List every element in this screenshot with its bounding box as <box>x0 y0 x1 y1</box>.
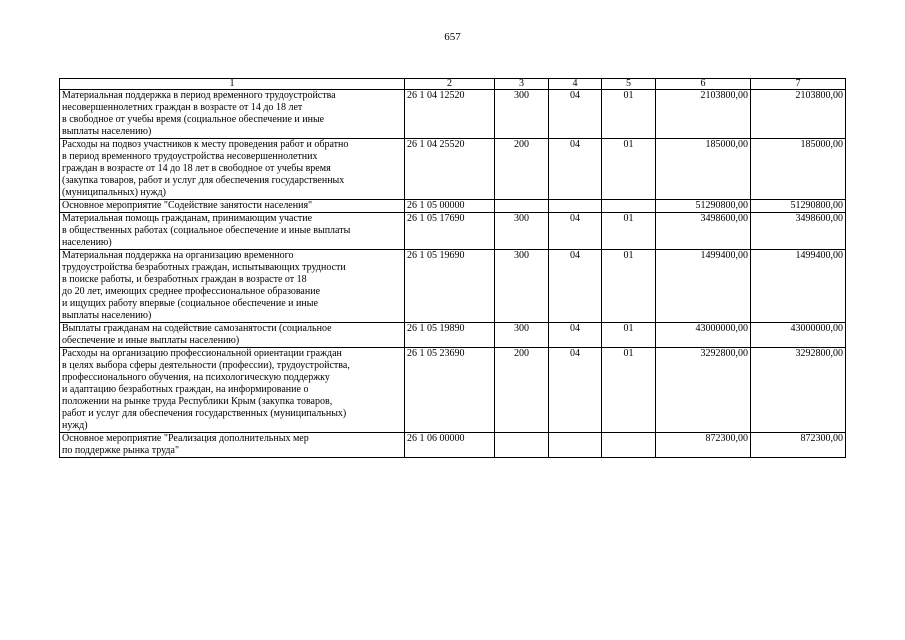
subsection-cell: 01 <box>602 90 656 139</box>
row-description <box>60 250 405 323</box>
row-description <box>60 213 405 250</box>
section-cell <box>549 200 602 213</box>
expense-type-cell: 300 <box>495 323 549 348</box>
description-line: Материальная помощь гражданам, принимающим участие <box>62 213 313 224</box>
amount-cell-7: 3498600,00 <box>751 213 846 250</box>
description-line: в поиске работы, и безработных граждан в возрасте от 18 <box>62 274 307 285</box>
description-line: положении на рынке труда Республики Крым (закупка товаров, <box>62 396 333 407</box>
amount-cell-6: 872300,00 <box>656 433 751 458</box>
column-header-2: 2 <box>405 79 495 90</box>
budget-code-cell: 26 1 05 19890 <box>405 323 495 348</box>
page-number: 657 <box>444 31 461 43</box>
amount-cell-6: 3292800,00 <box>656 348 751 433</box>
row-description <box>60 90 405 139</box>
row-description <box>60 323 405 348</box>
row-description <box>60 433 405 458</box>
column-header-5: 5 <box>602 79 656 90</box>
description-line: обеспечение и иные выплаты населению) <box>62 335 240 346</box>
description-line: Выплаты гражданам на содействие самозанятости (социальное <box>62 323 332 334</box>
description-line: в период временного трудоустройства несовершеннолетних <box>62 151 318 162</box>
description-line: нужд) <box>62 420 88 431</box>
subsection-cell: 01 <box>602 348 656 433</box>
expense-type-cell <box>495 200 549 213</box>
table-row <box>60 90 846 139</box>
column-header-6: 6 <box>656 79 751 90</box>
expense-type-cell: 300 <box>495 250 549 323</box>
description-line: (закупка товаров, работ и услуг для обеспечения государственных <box>62 175 345 186</box>
amount-cell-6: 2103800,00 <box>656 90 751 139</box>
amount-cell-6: 185000,00 <box>656 139 751 200</box>
amount-cell-6: 3498600,00 <box>656 213 751 250</box>
description-line: населению) <box>62 237 112 248</box>
amount-cell-7: 3292800,00 <box>751 348 846 433</box>
row-description <box>60 139 405 200</box>
description-line: по поддержке рынка труда" <box>62 445 180 456</box>
section-cell: 04 <box>549 139 602 200</box>
expense-type-cell <box>495 433 549 458</box>
column-header-1: 1 <box>60 79 405 90</box>
subsection-cell: 01 <box>602 213 656 250</box>
amount-cell-7: 1499400,00 <box>751 250 846 323</box>
table-row <box>60 323 846 348</box>
budget-table <box>59 78 846 458</box>
description-line: Материальная поддержка на организацию временного <box>62 250 294 261</box>
subsection-cell: 01 <box>602 250 656 323</box>
section-cell <box>549 433 602 458</box>
budget-code-cell: 26 1 05 23690 <box>405 348 495 433</box>
description-line: несовершеннолетних граждан в возрасте от 14 до 18 лет <box>62 102 303 113</box>
table-row <box>60 139 846 200</box>
table-row <box>60 433 846 458</box>
section-cell: 04 <box>549 250 602 323</box>
budget-code-cell: 26 1 06 00000 <box>405 433 495 458</box>
amount-cell-7: 872300,00 <box>751 433 846 458</box>
column-header-3: 3 <box>495 79 549 90</box>
description-line: трудоустройства безработных граждан, испытывающих трудности <box>62 262 346 273</box>
table-row <box>60 200 846 213</box>
expense-type-cell: 200 <box>495 348 549 433</box>
amount-cell-7: 43000000,00 <box>751 323 846 348</box>
subsection-cell <box>602 433 656 458</box>
description-line: выплаты населению) <box>62 126 152 137</box>
description-line: граждан в возрасте от 14 до 18 лет в свободное от учебы время <box>62 163 331 174</box>
table-row <box>60 348 846 433</box>
subsection-cell <box>602 200 656 213</box>
column-header-7: 7 <box>751 79 846 90</box>
amount-cell-6: 51290800,00 <box>656 200 751 213</box>
amount-cell-7: 51290800,00 <box>751 200 846 213</box>
description-line: в свободное от учебы время (социальное обеспечение и иные <box>62 114 325 125</box>
expense-type-cell: 300 <box>495 213 549 250</box>
row-description <box>60 348 405 433</box>
column-header-4: 4 <box>549 79 602 90</box>
section-cell: 04 <box>549 90 602 139</box>
description-line: Расходы на организацию профессиональной ориентации граждан <box>62 348 342 359</box>
expense-type-cell: 300 <box>495 90 549 139</box>
expense-type-cell: 200 <box>495 139 549 200</box>
description-line: выплаты населению) <box>62 310 152 321</box>
description-line: и ищущих работу впервые (социальное обеспечение и иные <box>62 298 318 309</box>
budget-code-cell: 26 1 04 25520 <box>405 139 495 200</box>
description-line: работ и услуг для обеспечения государственных (муниципальных) <box>62 408 347 419</box>
description-line: и адаптацию безработных граждан, на информирование о <box>62 384 309 395</box>
header-row <box>60 79 846 90</box>
description-line: в общественных работах (социальное обеспечение и иные выплаты <box>62 225 351 236</box>
description-line: профессионального обучения, на психологическую поддержку <box>62 372 330 383</box>
section-cell: 04 <box>549 348 602 433</box>
amount-cell-6: 43000000,00 <box>656 323 751 348</box>
description-line: (муниципальных) нужд) <box>62 187 166 198</box>
description-line: Основное мероприятие "Содействие занятости населения" <box>62 200 313 211</box>
description-line: до 20 лет, имеющих среднее профессиональное образование <box>62 286 321 297</box>
description-line: Расходы на подвоз участников к месту проведения работ и обратно <box>62 139 349 150</box>
subsection-cell: 01 <box>602 139 656 200</box>
table-row <box>60 250 846 323</box>
budget-code-cell: 26 1 05 00000 <box>405 200 495 213</box>
budget-code-cell: 26 1 05 17690 <box>405 213 495 250</box>
description-line: в целях выбора сферы деятельности (профессии), трудоустройства, <box>62 360 350 371</box>
subsection-cell: 01 <box>602 323 656 348</box>
section-cell: 04 <box>549 213 602 250</box>
amount-cell-6: 1499400,00 <box>656 250 751 323</box>
table-row <box>60 213 846 250</box>
budget-code-cell: 26 1 05 19690 <box>405 250 495 323</box>
description-line: Основное мероприятие "Реализация дополнительных мер <box>62 433 309 444</box>
budget-code-cell: 26 1 04 12520 <box>405 90 495 139</box>
table-body <box>60 90 846 458</box>
section-cell: 04 <box>549 323 602 348</box>
description-line: Материальная поддержка в период временного трудоустройства <box>62 90 336 101</box>
row-description <box>60 200 405 213</box>
amount-cell-7: 185000,00 <box>751 139 846 200</box>
amount-cell-7: 2103800,00 <box>751 90 846 139</box>
